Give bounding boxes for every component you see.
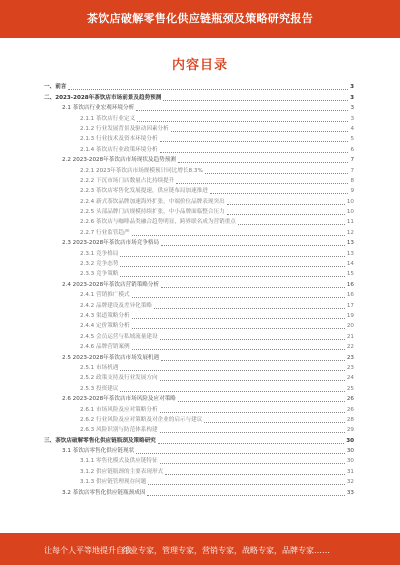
toc-leader-dots [165,474,345,475]
toc-page-number: 28 [346,416,354,423]
toc-page-number: 33 [346,489,354,496]
toc-entry-text: 二、2023-2028年茶饮店市场前景及趋势预测 [44,94,162,101]
toc-entry[interactable] [44,425,354,435]
toc-entry-text: 2.4.5 会员运营与私域流量建设 [80,333,158,340]
toc-page-number: 26 [346,396,354,403]
toc-entry-text: 3.1.3 供应链管理现存问题 [80,479,147,486]
toc-entry[interactable] [44,435,354,445]
toc-page-number: 24 [346,375,354,382]
toc-page-number: 6 [350,146,354,153]
toc-leader-dots [120,276,344,277]
toc-leader-dots [154,308,345,309]
toc-entry[interactable] [44,383,354,393]
toc-entry-text: 2.2 2023-2028年茶饮店市场现状及趋势预测 [62,157,176,164]
toc-entry-text: 2.3 2023-2028年茶饮店市场竞争格局 [62,240,160,247]
toc-entry[interactable] [44,373,354,383]
toc-leader-dots [176,183,348,184]
toc-entry[interactable] [44,92,354,102]
toc-page-number: 21 [346,333,354,340]
toc-page-number: 30 [346,448,354,455]
toc-page-number: 30 [346,458,354,465]
toc-entry[interactable] [44,404,354,414]
toc-page-number: 12 [346,229,354,236]
footer-slogan: 让每个人平等地提升自我 [44,546,132,555]
toc-entry[interactable] [44,487,354,497]
toc-leader-dots [160,432,345,433]
toc-leader-dots [132,297,345,298]
toc-entry[interactable] [44,269,354,279]
toc-entry[interactable] [44,134,354,144]
toc-entry-text: 2.5.3 投资建议 [80,385,119,392]
toc-leader-dots [132,235,345,236]
toc-page-number: 14 [346,261,354,268]
toc-entry[interactable] [44,321,354,331]
toc-entry[interactable] [44,300,354,310]
toc-entry[interactable] [44,103,354,113]
toc-entry-text: 2.4.2 品牌建设及差异化策略 [80,302,152,309]
toc-entry[interactable] [44,196,354,206]
toc-entry[interactable] [44,466,354,476]
toc-leader-dots [137,121,348,122]
toc-leader-dots [120,370,344,371]
toc-entry-text: 2.1.3 行业技术及资本环境分析 [80,136,158,143]
toc-page-number: 3 [350,115,354,122]
document-title: 茶饮店破解零售化供应链瓶颈及策略研究报告 [87,12,313,25]
toc-entry[interactable] [44,259,354,269]
toc-leader-dots [161,287,345,288]
toc-leader-dots [160,463,345,464]
toc-entry[interactable] [44,446,354,456]
toc-leader-dots [161,245,345,246]
toc-entry[interactable] [44,113,354,123]
toc-page-number: 3 [350,94,354,101]
toc-page-number: 22 [346,344,354,351]
toc-leader-dots [178,162,349,163]
toc-entry[interactable] [44,144,354,154]
toc-leader-dots [158,443,344,444]
toc-leader-dots [238,224,345,225]
toc-entry[interactable] [44,248,354,258]
toc-page-number: 19 [346,312,354,319]
toc-page-number: 20 [346,323,354,330]
toc-entry[interactable] [44,155,354,165]
toc-leader-dots [160,141,349,142]
toc-entry[interactable] [44,331,354,341]
toc-leader-dots [205,173,349,174]
toc-entry-text: 一、前言 [44,84,67,91]
toc-entry-text: 2.2.1 2023年茶饮店市场规模预计同比增长8.3% [80,167,203,174]
toc-entry-text: 2.4 2023-2028年茶饮店营销策略分析 [62,281,160,288]
toc-entry[interactable] [44,290,354,300]
toc-page-number: 11 [346,219,354,226]
toc-entry[interactable] [44,176,354,186]
toc-leader-dots [136,453,345,454]
toc-entry-text: 3.1.2 供应链瓶颈的主要表现形式 [80,468,164,475]
toc-page-number: 5 [350,136,354,143]
toc-page-number: 8 [350,177,354,184]
toc-leader-dots [160,152,349,153]
toc-page-number: 13 [346,250,354,257]
toc-leader-dots [161,360,345,361]
toc-leader-dots [160,412,345,413]
toc-entry-text: 2.1 茶饮店行业宏观环境分析 [62,105,135,112]
toc-leader-dots [171,131,349,132]
toc-entry-text: 2.5.1 市场机遇 [80,364,119,371]
toc-leader-dots [120,391,344,392]
toc-entry-text: 3.1.1 零售化模式及供应链特征 [80,458,158,465]
toc-entry[interactable] [44,363,354,373]
toc-entry[interactable] [44,279,354,289]
toc-page-number: 17 [346,302,354,309]
toc-entry[interactable] [44,311,354,321]
toc-entry-text: 3.2 茶饮店零售化供应链瓶颈成因 [62,489,146,496]
toc-entry[interactable] [44,217,354,227]
toc-leader-dots [147,495,344,496]
toc-page-number: 10 [346,209,354,216]
toc-entry[interactable] [44,165,354,175]
toc-entry[interactable] [44,227,354,237]
toc-entry[interactable] [44,207,354,217]
toc-entry-text: 2.2.5 头部品牌门店规模持续扩张，中小品牌面临整合压力 [80,209,225,216]
toc-page-number: 13 [346,240,354,247]
toc-entry-text: 2.4.3 渠道策略分析 [80,312,130,319]
toc-entry-text: 2.4.1 营销推广模式 [80,292,130,299]
toc-page-number: 16 [346,292,354,299]
toc-page-number: 31 [346,468,354,475]
toc-page-number: 30 [346,437,354,444]
toc-leader-dots [210,193,349,194]
toc-entry[interactable] [44,82,354,92]
toc-entry-text: 2.6.2 行业风险及应对策略及对企业的启示与建议 [80,416,203,423]
toc-entry[interactable] [44,186,354,196]
toc-leader-dots [160,339,345,340]
toc-entry[interactable] [44,456,354,466]
toc-page-number: 32 [346,479,354,486]
toc-page-number: 10 [346,198,354,205]
toc-entry[interactable] [44,394,354,404]
toc-heading: 内容目录 [171,58,228,73]
toc-entry[interactable] [44,238,354,248]
toc-page-number: 15 [346,271,354,278]
toc-entry-text: 2.2.3 茶饮店零售化发展提速，供应链布局加速推进 [80,188,208,195]
toc-leader-dots [227,204,345,205]
toc-entry-text: 2.3.1 竞争格局 [80,250,119,257]
toc-leader-dots [148,484,345,485]
toc-entry-text: 2.6.1 市场风险及应对策略分析 [80,406,158,413]
toc-page-number: 7 [350,167,354,174]
toc-leader-dots [160,380,345,381]
toc-page-number: 23 [346,364,354,371]
toc-entry-text: 2.2.6 茶饮店与咖啡品类融合趋势明显，跨界联名成为营销重点 [80,219,236,226]
table-of-contents [44,82,354,498]
toc-entry-text: 2.4.6 品牌营销案例 [80,344,130,351]
toc-entry[interactable] [44,342,354,352]
toc-page-number: 4 [350,125,354,132]
toc-page-number: 3 [350,105,354,112]
toc-entry[interactable] [44,415,354,425]
toc-entry-text: 2.2.7 行业监管趋严 [80,229,130,236]
toc-leader-dots [132,349,345,350]
toc-page-number: 23 [346,354,354,361]
toc-page-number: 7 [350,157,354,164]
toc-leader-dots [204,422,345,423]
toc-leader-dots [227,214,345,215]
toc-entry-text: 2.1.1 茶饮店行业定义 [80,115,136,122]
toc-leader-dots [132,318,345,319]
toc-entry[interactable] [44,477,354,487]
toc-leader-dots [178,401,345,402]
toc-leader-dots [68,89,348,90]
toc-entry-text: 2.5.2 政策支持及行业发展方向 [80,375,158,382]
toc-entry-text: 2.1.2 行业发展背景及驱动因素分析 [80,125,169,132]
toc-entry-text: 2.3.2 竞争态势 [80,261,119,268]
toc-leader-dots [120,266,344,267]
toc-leader-dots [136,110,348,111]
toc-entry-text: 2.3.3 竞争策略 [80,271,119,278]
toc-entry-text: 2.5 2023-2028年茶饮店市场发展机遇 [62,354,160,361]
toc-page-number: 9 [350,188,354,195]
toc-entry-text: 2.4.4 定价策略分析 [80,323,130,330]
footer-tagline: 行业专家，管理专家，营销专家，战略专家，品牌专家…… [122,546,330,555]
toc-page-number: 29 [346,427,354,434]
toc-entry[interactable] [44,352,354,362]
toc-entry-text: 三、茶饮店破解零售化供应链瓶颈及策略研究 [44,437,156,444]
toc-leader-dots [163,100,348,101]
toc-leader-dots [120,256,344,257]
toc-entry-text: 2.6.3 风险识别与防范体系构建 [80,427,158,434]
toc-page-number: 16 [346,281,354,288]
toc-entry-text: 2.2.4 新式茶饮品牌加速海外扩张，中端价位品牌表现突出 [80,198,225,205]
toc-entry-text: 2.1.4 茶饮店行业政策环境分析 [80,146,158,153]
toc-page-number: 26 [346,406,354,413]
toc-entry-text: 2.6 2023-2028年茶饮店市场风险及应对策略 [62,396,176,403]
toc-entry-text: 2.2.2 下沉市场门店数量占比持续提升 [80,177,175,184]
toc-entry-text: 3.1 茶饮店零售化供应链现状 [62,448,135,455]
toc-page-number: 25 [346,385,354,392]
toc-entry[interactable] [44,124,354,134]
toc-page-number: 3 [350,84,354,91]
toc-leader-dots [132,328,345,329]
